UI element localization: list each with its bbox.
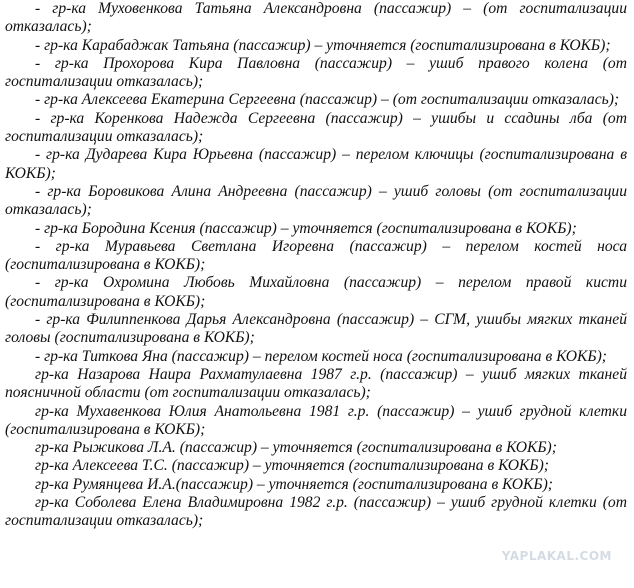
document-page <box>5 0 627 531</box>
list-item: - гр-ка Коренкова Надежда Сергеевна (пассажир) – ушибы и ссадины лба (от госпитализации отказалась); <box>5 109 627 146</box>
list-item: гр-ка Алексеева Т.С. (пассажир) – уточняется (госпитализирована в КОКБ); <box>35 457 549 475</box>
list-item: - гр-ка Дударева Кира Юрьевна (пассажир) – перелом ключицы (госпитализирована в КОКБ); <box>5 146 627 182</box>
list-item: - гр-ка Карабаджак Татьяна (пассажир) – уточняется (госпитализирована в КОКБ); <box>35 36 611 54</box>
list-item: гр-ка Румянцева И.А.(пассажир) – уточняется (госпитализирована в КОКБ); <box>35 475 553 493</box>
list-item: гр-ка Мухавенкова Юлия Анатольевна 1981 г.р. (пассажир) – ушиб грудной клетки (госпитализирована в КОКБ); <box>5 402 627 438</box>
list-item: гр-ка Рыжикова Л.А. (пассажир) – уточняется (госпитализирована в КОКБ); <box>35 439 557 457</box>
list-item: - гр-ка Охромина Любовь Михайловна (пассажир) – перелом правой кисти (госпитализирована в КОКБ); <box>5 274 627 310</box>
watermark: YAPLAKAL.COM <box>501 549 612 563</box>
list-item: - гр-ка Бородина Ксения (пассажир) – уточняется (госпитализирована в КОКБ); <box>35 219 577 237</box>
list-item: - гр-ка Боровикова Алина Андреевна (пассажир) – ушиб головы (от госпитализации отказалась); <box>5 182 627 219</box>
list-item: - гр-ка Филиппенкова Дарья Александровна (пассажир) – СГМ, ушибы мягких тканей головы (госпитализирована в КОКБ); <box>5 311 627 347</box>
list-item: - гр-ка Титкова Яна (пассажир) – перелом костей носа (госпитализирована в КОКБ); <box>35 347 607 365</box>
list-item: гр-ка Назарова Наира Рахматулаевна 1987 г.р. (пассажир) – ушиб мягких тканей поясничной области (от госпитализации отказалась); <box>5 365 627 402</box>
list-item: - гр-ка Муховенкова Татьяна Александровна (пассажир) – (от госпитализации отказалась); <box>5 0 627 36</box>
list-item: гр-ка Соболева Елена Владимировна 1982 г.р. (пассажир) – ушиб грудной клетки (от госпитализации отказалась); <box>5 494 627 530</box>
list-item: - гр-ка Алексеева Екатерина Сергеевна (пассажир) – (от госпитализации отказалась); <box>35 91 620 109</box>
list-item: - гр-ка Муравьева Светлана Игоревна (пассажир) – перелом костей носа (госпитализирована в КОКБ); <box>5 237 627 274</box>
list-item: - гр-ка Прохорова Кира Павловна (пассажир) – ушиб правого колена (от госпитализации отказалась); <box>5 54 627 91</box>
